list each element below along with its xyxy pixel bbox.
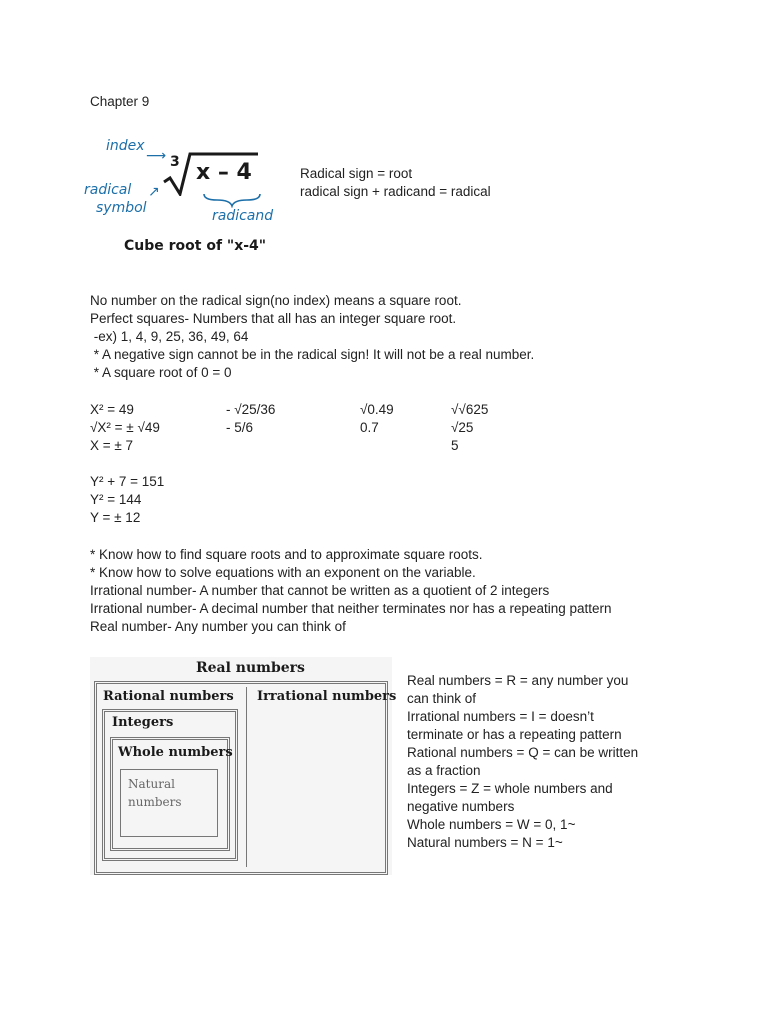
radicand-brace-icon bbox=[202, 192, 262, 208]
example-col1-line: X = ± 7 bbox=[90, 438, 134, 453]
set-definition-line: Irrational numbers = I = doesn’t bbox=[407, 709, 594, 724]
radicand-label: radicand bbox=[212, 208, 274, 224]
set-definition-line: Whole numbers = W = 0, 1~ bbox=[407, 817, 576, 832]
chapter-title: Chapter 9 bbox=[90, 94, 150, 109]
equation2-line: Y = ± 12 bbox=[90, 510, 141, 525]
set-definition-line: Rational numbers = Q = can be written bbox=[407, 745, 639, 760]
fact-line: * Know how to solve equations with an exponent on the variable. bbox=[90, 565, 476, 580]
note-line: * A negative sign cannot be in the radical sign! It will not be a real number. bbox=[90, 347, 535, 362]
set-definition-line: Real numbers = R = any number you bbox=[407, 673, 629, 688]
set-definition-line: as a fraction bbox=[407, 763, 481, 778]
index-value: 3 bbox=[170, 154, 180, 170]
fact-line: Irrational number- A number that cannot be written as a quotient of 2 integers bbox=[90, 583, 550, 598]
real-numbers-diagram bbox=[90, 657, 397, 875]
note-line: No number on the radical sign(no index) means a square root. bbox=[90, 293, 462, 308]
set-definition-line: can think of bbox=[407, 691, 477, 706]
index-arrow: ⟶ bbox=[146, 148, 167, 164]
equation2-line: Y² = 144 bbox=[90, 492, 142, 507]
set-definition-line: Natural numbers = N = 1~ bbox=[407, 835, 563, 850]
set-definition-line: negative numbers bbox=[407, 799, 515, 814]
example-col2-line: - √25/36 bbox=[226, 402, 276, 417]
diagram-title: Real numbers bbox=[196, 660, 305, 676]
figure-caption: Cube root of "x-4" bbox=[124, 238, 267, 254]
note-line: * A square root of 0 = 0 bbox=[90, 365, 232, 380]
integers-label: Integers bbox=[112, 715, 174, 730]
example-col2-line: - 5/6 bbox=[226, 420, 254, 435]
example-col4-line: √25 bbox=[451, 420, 474, 435]
radical-arrow: ↗ bbox=[148, 184, 160, 200]
definition-2: radical sign + radicand = radical bbox=[300, 184, 491, 199]
note-line: -ex) 1, 4, 9, 25, 36, 49, 64 bbox=[90, 329, 249, 344]
set-definition-line: Integers = Z = whole numbers and bbox=[407, 781, 613, 796]
rational-divider bbox=[246, 687, 247, 867]
example-col4-line: 5 bbox=[451, 438, 459, 453]
example-col1-line: X² = 49 bbox=[90, 402, 134, 417]
radical-figure bbox=[84, 136, 284, 260]
definition-1: Radical sign = root bbox=[300, 166, 413, 181]
natural-label-line2: numbers bbox=[128, 795, 182, 809]
natural-label-line1: Natural bbox=[128, 777, 175, 791]
equation2-line: Y² + 7 = 151 bbox=[90, 474, 165, 489]
note-line: Perfect squares- Numbers that all has an integer square root. bbox=[90, 311, 457, 326]
rational-label: Rational numbers bbox=[103, 689, 234, 704]
radicand-expression: x – 4 bbox=[196, 160, 252, 185]
fact-line: Irrational number- A decimal number that neither terminates nor has a repeating pattern bbox=[90, 601, 612, 616]
index-label: index bbox=[106, 138, 145, 154]
irrational-label: Irrational numbers bbox=[257, 689, 397, 704]
example-col4-line: √√625 bbox=[451, 402, 489, 417]
radical-label-line1: radical bbox=[84, 182, 132, 198]
fact-line: Real number- Any number you can think of bbox=[90, 619, 346, 634]
whole-label: Whole numbers bbox=[118, 745, 233, 760]
example-col3-line: √0.49 bbox=[360, 402, 394, 417]
example-col1-line: √X² = ± √49 bbox=[90, 420, 160, 435]
example-col3-line: 0.7 bbox=[360, 420, 379, 435]
set-definition-line: terminate or has a repeating pattern bbox=[407, 727, 622, 742]
fact-line: * Know how to find square roots and to approximate square roots. bbox=[90, 547, 483, 562]
radical-label-line2: symbol bbox=[96, 200, 147, 216]
